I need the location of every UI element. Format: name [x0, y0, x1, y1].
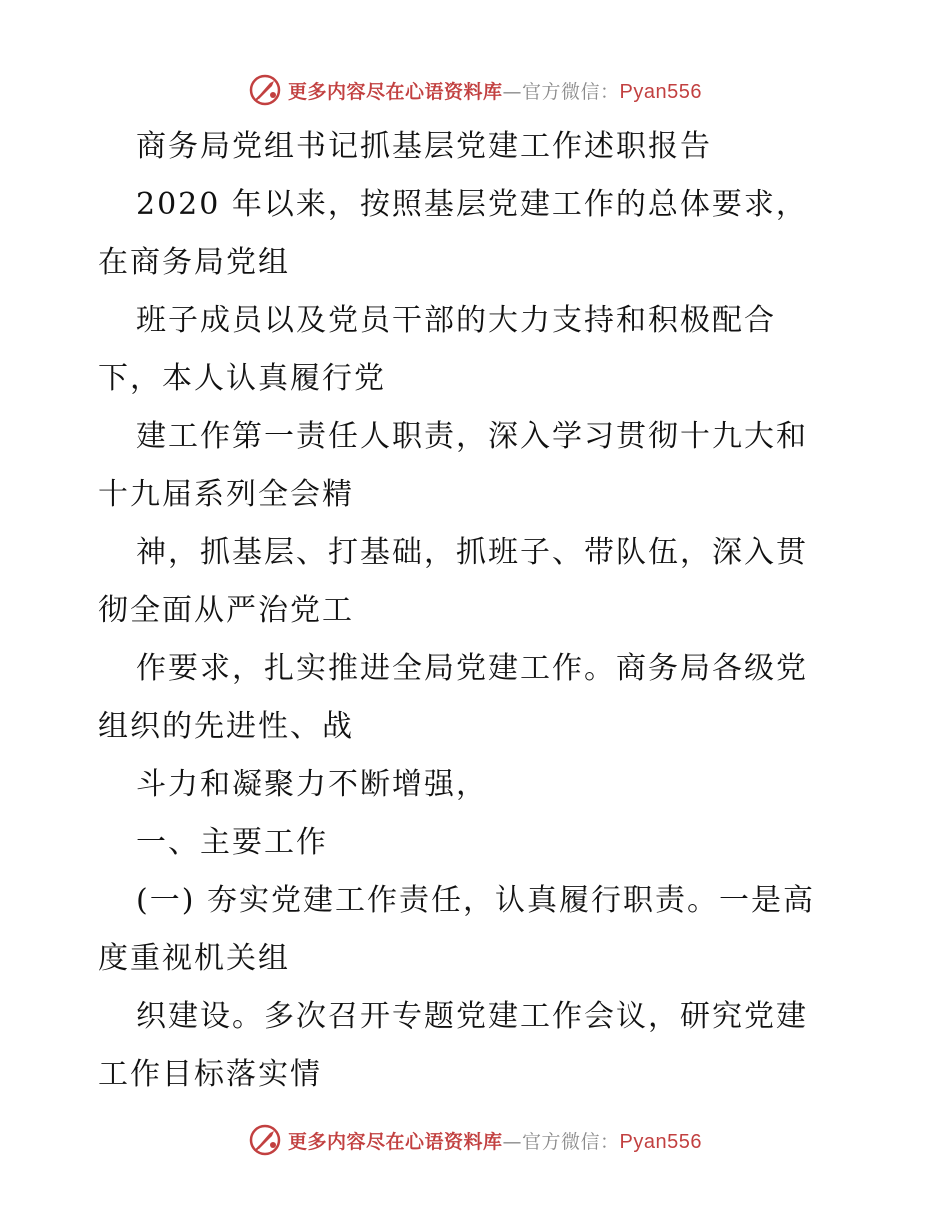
watermark-dash: — — [502, 80, 523, 103]
text-line: 工作目标落实情 — [98, 1057, 322, 1092]
watermark-main-text: 更多内容尽在心语资料库 — [288, 1130, 503, 1153]
text-line: 作要求，扎实推进全局党建工作。商务局各级党 — [136, 651, 808, 686]
quill-logo-icon — [248, 1123, 282, 1157]
watermark-wechat-id: Pyan556 — [619, 80, 702, 103]
watermark-footer — [0, 1120, 950, 1160]
text-line: 彻全面从严治党工 — [98, 593, 354, 628]
watermark-text — [288, 77, 702, 104]
text-line: 织建设。多次召开专题党建工作会议，研究党建 — [136, 999, 808, 1034]
text-line: 班子成员以及党员干部的大力支持和积极配合 — [136, 303, 776, 338]
quill-logo-icon — [248, 73, 282, 107]
document-title: 商务局党组书记抓基层党建工作述职报告 — [136, 129, 712, 164]
watermark-label: 官方微信： — [522, 80, 620, 103]
document-lines — [98, 176, 888, 1104]
text-line: 斗力和凝聚力不断增强， — [136, 767, 488, 802]
document-body — [98, 118, 888, 1104]
watermark-header — [0, 70, 950, 110]
text-line: 2020 年以来，按照基层党建工作的总体要求， — [136, 187, 808, 222]
text-line: 组织的先进性、战 — [98, 709, 354, 744]
watermark-dash: — — [502, 1130, 523, 1153]
text-line: (一) 夯实党建工作责任，认真履行职责。一是高 — [136, 883, 815, 918]
watermark-wechat-id: Pyan556 — [619, 1130, 702, 1153]
text-line: 一、主要工作 — [136, 825, 328, 860]
text-line: 十九届系列全会精 — [98, 477, 354, 512]
text-line: 神，抓基层、打基础，抓班子、带队伍，深入贯 — [136, 535, 808, 570]
text-line: 下，本人认真履行党 — [98, 361, 386, 396]
text-line: 在商务局党组 — [98, 245, 290, 280]
watermark-label: 官方微信： — [522, 1130, 620, 1153]
watermark-main-text: 更多内容尽在心语资料库 — [288, 80, 503, 103]
text-line: 度重视机关组 — [98, 941, 290, 976]
watermark-text — [288, 1127, 702, 1154]
text-line: 建工作第一责任人职责，深入学习贯彻十九大和 — [136, 419, 808, 454]
